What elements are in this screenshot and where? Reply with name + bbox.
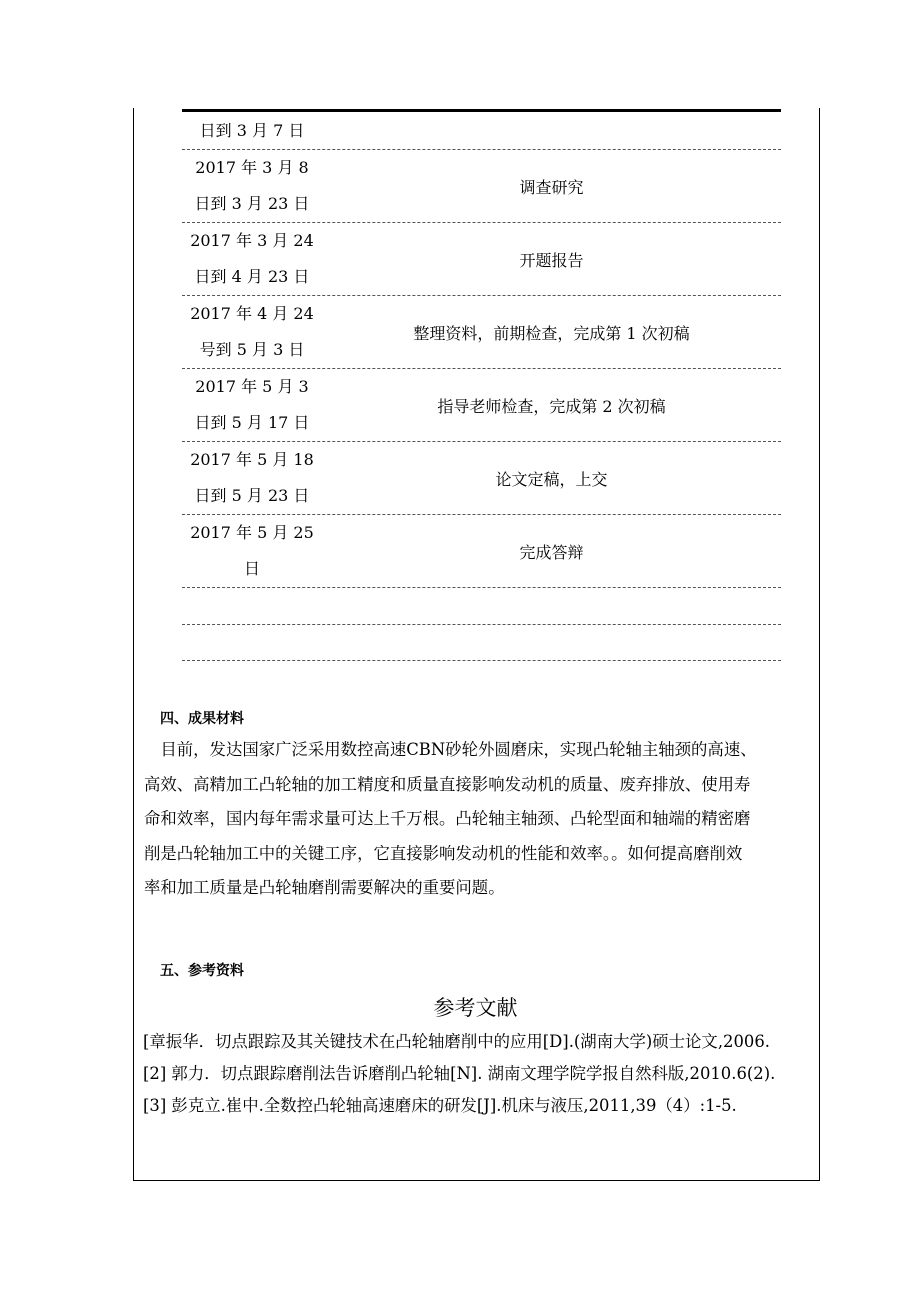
body-line: 率和加工质量是凸轮轴磨削需要解决的重要问题。 bbox=[144, 878, 505, 897]
reference-item: [章振华．切点跟踪及其关键技术在凸轮轴磨削中的应用[D].(湖南大学)硕士论文,2006. bbox=[143, 1032, 770, 1051]
schedule-task: 开题报告 bbox=[519, 250, 584, 270]
date-line: 2017 年 4 月 24 bbox=[190, 304, 314, 323]
date-line: 2017 年 5 月 18 bbox=[190, 450, 314, 469]
schedule-row bbox=[182, 150, 781, 223]
references-title: 参考文献 bbox=[433, 996, 518, 1020]
date-line: 2017 年 5 月 3 bbox=[195, 377, 309, 396]
body-line: 命和效率，国内每年需求量可达上千万根。凸轮轴主轴颈、凸轮型面和轴端的精密磨 bbox=[144, 809, 751, 828]
schedule-task: 论文定稿，上交 bbox=[495, 469, 608, 489]
body-line: 高效、高精加工凸轮轴的加工精度和质量直接影响发动机的质量、废弃排放、使用寿 bbox=[144, 774, 751, 794]
body-line: 削是凸轮轴加工中的关键工序，它直接影响发动机的性能和效率。。如何提高磨削效 bbox=[144, 843, 743, 863]
date-line: 2017 年 3 月 24 bbox=[190, 231, 314, 250]
schedule-date bbox=[182, 150, 322, 222]
date-line: 日 bbox=[243, 559, 260, 578]
date-line: 2017 年 3 月 8 bbox=[195, 158, 309, 177]
date-line: 日到 3 月 23 日 bbox=[194, 194, 310, 213]
schedule-task: 调查研究 bbox=[519, 177, 584, 197]
schedule-task: 整理资料，前期检查，完成第 1 次初稿 bbox=[413, 323, 690, 343]
schedule-row bbox=[182, 369, 781, 442]
schedule-date bbox=[182, 442, 322, 514]
section4-heading: 四、成果材料 bbox=[160, 711, 244, 727]
date-line: 日到 4 月 23 日 bbox=[194, 267, 310, 286]
schedule-row bbox=[182, 223, 781, 296]
date-line: 日到 5 月 23 日 bbox=[194, 486, 310, 505]
schedule-date bbox=[182, 515, 322, 587]
date-line: 2017 年 5 月 25 bbox=[190, 523, 314, 542]
schedule-row bbox=[182, 442, 781, 515]
schedule-date bbox=[182, 369, 322, 441]
body-line: 目前，发达国家广泛采用数控高速CBN砂轮外圆磨床，实现凸轮轴主轴颈的高速、 bbox=[144, 740, 757, 759]
schedule-row bbox=[182, 296, 781, 369]
references-list bbox=[143, 1026, 825, 1122]
schedule-row bbox=[182, 515, 781, 588]
schedule-table bbox=[182, 112, 781, 661]
schedule-task: 完成答辩 bbox=[519, 542, 584, 562]
reference-item: [2] 郭力．切点跟踪磨削法告诉磨削凸轮轴[N]. 湖南文理学院学报自然科版,2010.6(2). bbox=[143, 1064, 776, 1083]
date-line: 日到 3 月 7 日 bbox=[199, 120, 305, 140]
schedule-row-empty bbox=[182, 625, 781, 661]
reference-item: [3] 彭克立.崔中.全数控凸轮轴高速磨床的研发[J].机床与液压,2011,39（4）:1-5. bbox=[143, 1096, 737, 1115]
schedule-row bbox=[182, 112, 781, 150]
date-line: 号到 5 月 3 日 bbox=[199, 340, 305, 359]
date-line: 日到 5 月 17 日 bbox=[194, 413, 310, 432]
schedule-date bbox=[182, 223, 322, 295]
schedule-task: 指导老师检查，完成第 2 次初稿 bbox=[437, 396, 666, 416]
schedule-row-empty bbox=[182, 588, 781, 625]
section5-heading: 五、参考资料 bbox=[160, 963, 244, 979]
schedule-date bbox=[182, 296, 322, 368]
schedule-date bbox=[182, 113, 322, 149]
section4-body bbox=[144, 733, 822, 906]
